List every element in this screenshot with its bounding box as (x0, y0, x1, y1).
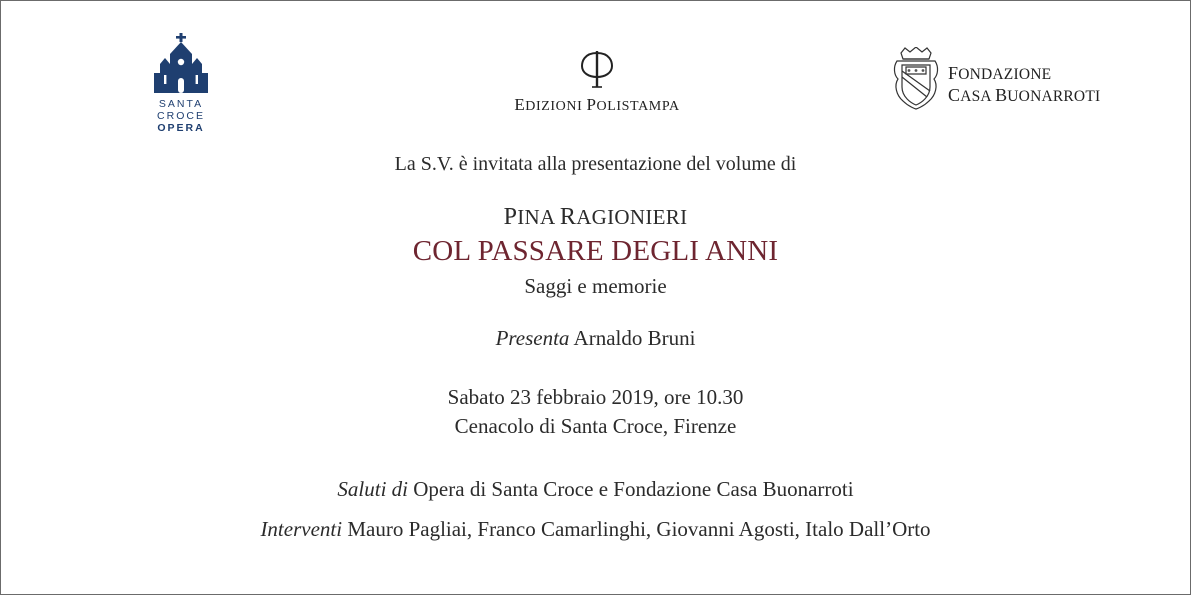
author-rest-1: INA (517, 205, 555, 229)
polistampa-rest-1: DIZIONI (525, 99, 583, 114)
book-subtitle: Saggi e memorie (524, 274, 667, 298)
santa-croce-line3: OPERA (157, 122, 205, 134)
polistampa-rest-2: OLISTAMPA (596, 99, 680, 114)
santa-croce-line2: CROCE (157, 110, 205, 122)
coat-of-arms-icon (891, 47, 941, 111)
author-rest-2: AGIONIERI (576, 205, 688, 229)
fcb-rest-2: ASA (960, 88, 991, 105)
speakers-line (1, 517, 1190, 542)
speakers-text: Mauro Pagliai, Franco Camarlinghi, Giovanni Agosti, Italo Dall’Orto (342, 517, 931, 541)
fcb-rest-3: UONARROTI (1007, 88, 1101, 105)
greetings-text: Opera di Santa Croce e Fondazione Casa Buonarroti (408, 477, 854, 501)
author-cap-p: P (503, 204, 518, 230)
fcb-cap-f: F (948, 63, 959, 83)
author-name (1, 204, 1190, 231)
casa-buonarroti-wordmark (948, 63, 1100, 107)
fcb-cap-c: C (948, 85, 961, 105)
fcb-rest-1: ONDAZIONE (958, 66, 1052, 83)
presenter-label: Presenta (495, 326, 570, 350)
author-cap-r: R (559, 204, 577, 230)
p-monogram-icon (577, 49, 617, 89)
polistampa-cap-p: P (586, 95, 597, 114)
santa-croce-line1: SANTA (158, 98, 204, 110)
santa-croce-logo (147, 33, 215, 134)
presenter-line (1, 326, 1190, 351)
greetings-line (1, 477, 1190, 502)
fcb-cap-b: B (995, 85, 1008, 105)
greetings-label: Saluti di (337, 477, 409, 501)
polistampa-wordmark (497, 95, 697, 115)
presenter-name: Arnaldo Bruni (569, 326, 696, 350)
polistampa-cap-e: E (514, 95, 526, 114)
book-title: COL PASSARE DEGLI ANNI (412, 235, 779, 267)
polistampa-logo (497, 49, 697, 115)
speakers-label: Interventi (260, 517, 343, 541)
santa-croce-wordmark (147, 98, 215, 134)
invitation-intro: La S.V. è invitata alla presentazione del volume di (394, 153, 797, 175)
event-date: Sabato 23 febbraio 2019, ore 10.30 (447, 385, 744, 409)
event-place: Cenacolo di Santa Croce, Firenze (454, 414, 737, 438)
church-facade-icon (153, 33, 209, 93)
